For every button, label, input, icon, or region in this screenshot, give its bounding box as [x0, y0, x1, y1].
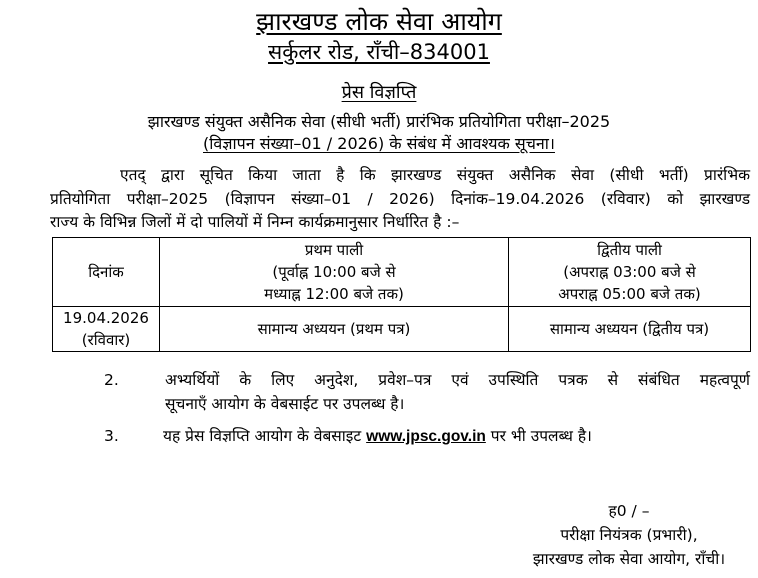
subject-line-1: झारखण्ड संयुक्त असैनिक सेवा (सीधी भर्ती) प्रारंभिक प्रतियोगिता परीक्षा–2025 — [147, 112, 611, 131]
shift-1-time-end: मध्याह्न 12:00 बजे तक) — [264, 285, 404, 303]
doc-type: प्रेस विज्ञप्ति — [341, 82, 417, 103]
row-shift-2-paper: सामान्य अध्ययन (द्वितीय पत्र) — [509, 307, 751, 352]
signature-org: झारखण्ड लोक सेवा आयोग, राँची। — [532, 550, 726, 568]
shift-2-time-start: (अपराह्न 03:00 बजे से — [563, 263, 696, 281]
intro-line-3: राज्य के विभिन्न जिलों में दो पालियों में निम्न कार्यक्रमानुसार निर्धारित है :– — [50, 213, 460, 231]
org-name-heading — [0, 6, 758, 38]
point-3-text — [163, 425, 592, 449]
table-header-row — [53, 238, 751, 307]
address: सर्कुलर रोड, राँची–834001 — [268, 40, 490, 64]
signature-designation: परीक्षा नियंत्रक (प्रभारी), — [560, 526, 698, 544]
point-2-line-1: अभ्यर्थियों के लिए अनुदेश, प्रवेश–पत्र एवं उपस्थिति पत्रक से संबंधित महत्वपूर्ण — [165, 371, 750, 389]
org-name: झारखण्ड लोक सेवा आयोग — [256, 7, 502, 36]
point-2-line-2: सूचनाएँ आयोग के वेबसाईट पर उपलब्ध है। — [165, 394, 405, 413]
table-row — [53, 307, 751, 352]
website-link[interactable]: www.jpsc.gov.in — [366, 428, 486, 445]
schedule-table — [52, 237, 751, 352]
row-shift-1-paper: सामान्य अध्ययन (प्रथम पत्र) — [160, 307, 509, 352]
header-shift-2 — [509, 238, 751, 307]
row-date: 19.04.2026 — [63, 309, 149, 327]
address-heading — [0, 38, 758, 66]
point-3-number: 3. — [104, 427, 119, 445]
intro-paragraph — [50, 164, 750, 235]
header-shift-1 — [160, 238, 509, 307]
point-3-text-before: यह प्रेस विज्ञप्ति आयोग के वेबसाइट — [163, 427, 367, 445]
point-3-text-after: पर भी उपलब्ध है। — [485, 427, 592, 445]
shift-1-time-start: (पूर्वाह्न 10:00 बजे से — [272, 263, 396, 281]
header-date: दिनांक — [53, 238, 160, 307]
shift-1-title: प्रथम पाली — [304, 241, 364, 259]
row-date-cell — [53, 307, 160, 352]
row-day: (रविवार) — [81, 331, 131, 349]
point-2-number: 2. — [104, 371, 119, 389]
subject-line-2-wrap — [0, 133, 758, 155]
subject-line-2: (विज्ञापन संख्या–01 / 2026) के संबंध में आवश्यक सूचना। — [203, 134, 555, 153]
signature-sign: ह0 / – — [608, 502, 650, 520]
shift-2-time-end: अपराह्न 05:00 बजे तक) — [558, 285, 701, 303]
point-2-text — [165, 369, 750, 416]
intro-line-2: प्रतियोगिता परीक्षा–2025 (विज्ञापन संख्या–01 / 2026) दिनांक–19.04.2026 (रविवार) को झारखण्ड — [50, 189, 750, 208]
intro-line-1: एतद् द्वारा सूचित किया जाता है कि झारखण्ड संयुक्त असैनिक सेवा (सीधी भर्ती) प्रारंभिक — [120, 166, 750, 184]
doc-type-heading — [0, 80, 758, 106]
shift-2-title: द्वितीय पाली — [597, 241, 662, 259]
